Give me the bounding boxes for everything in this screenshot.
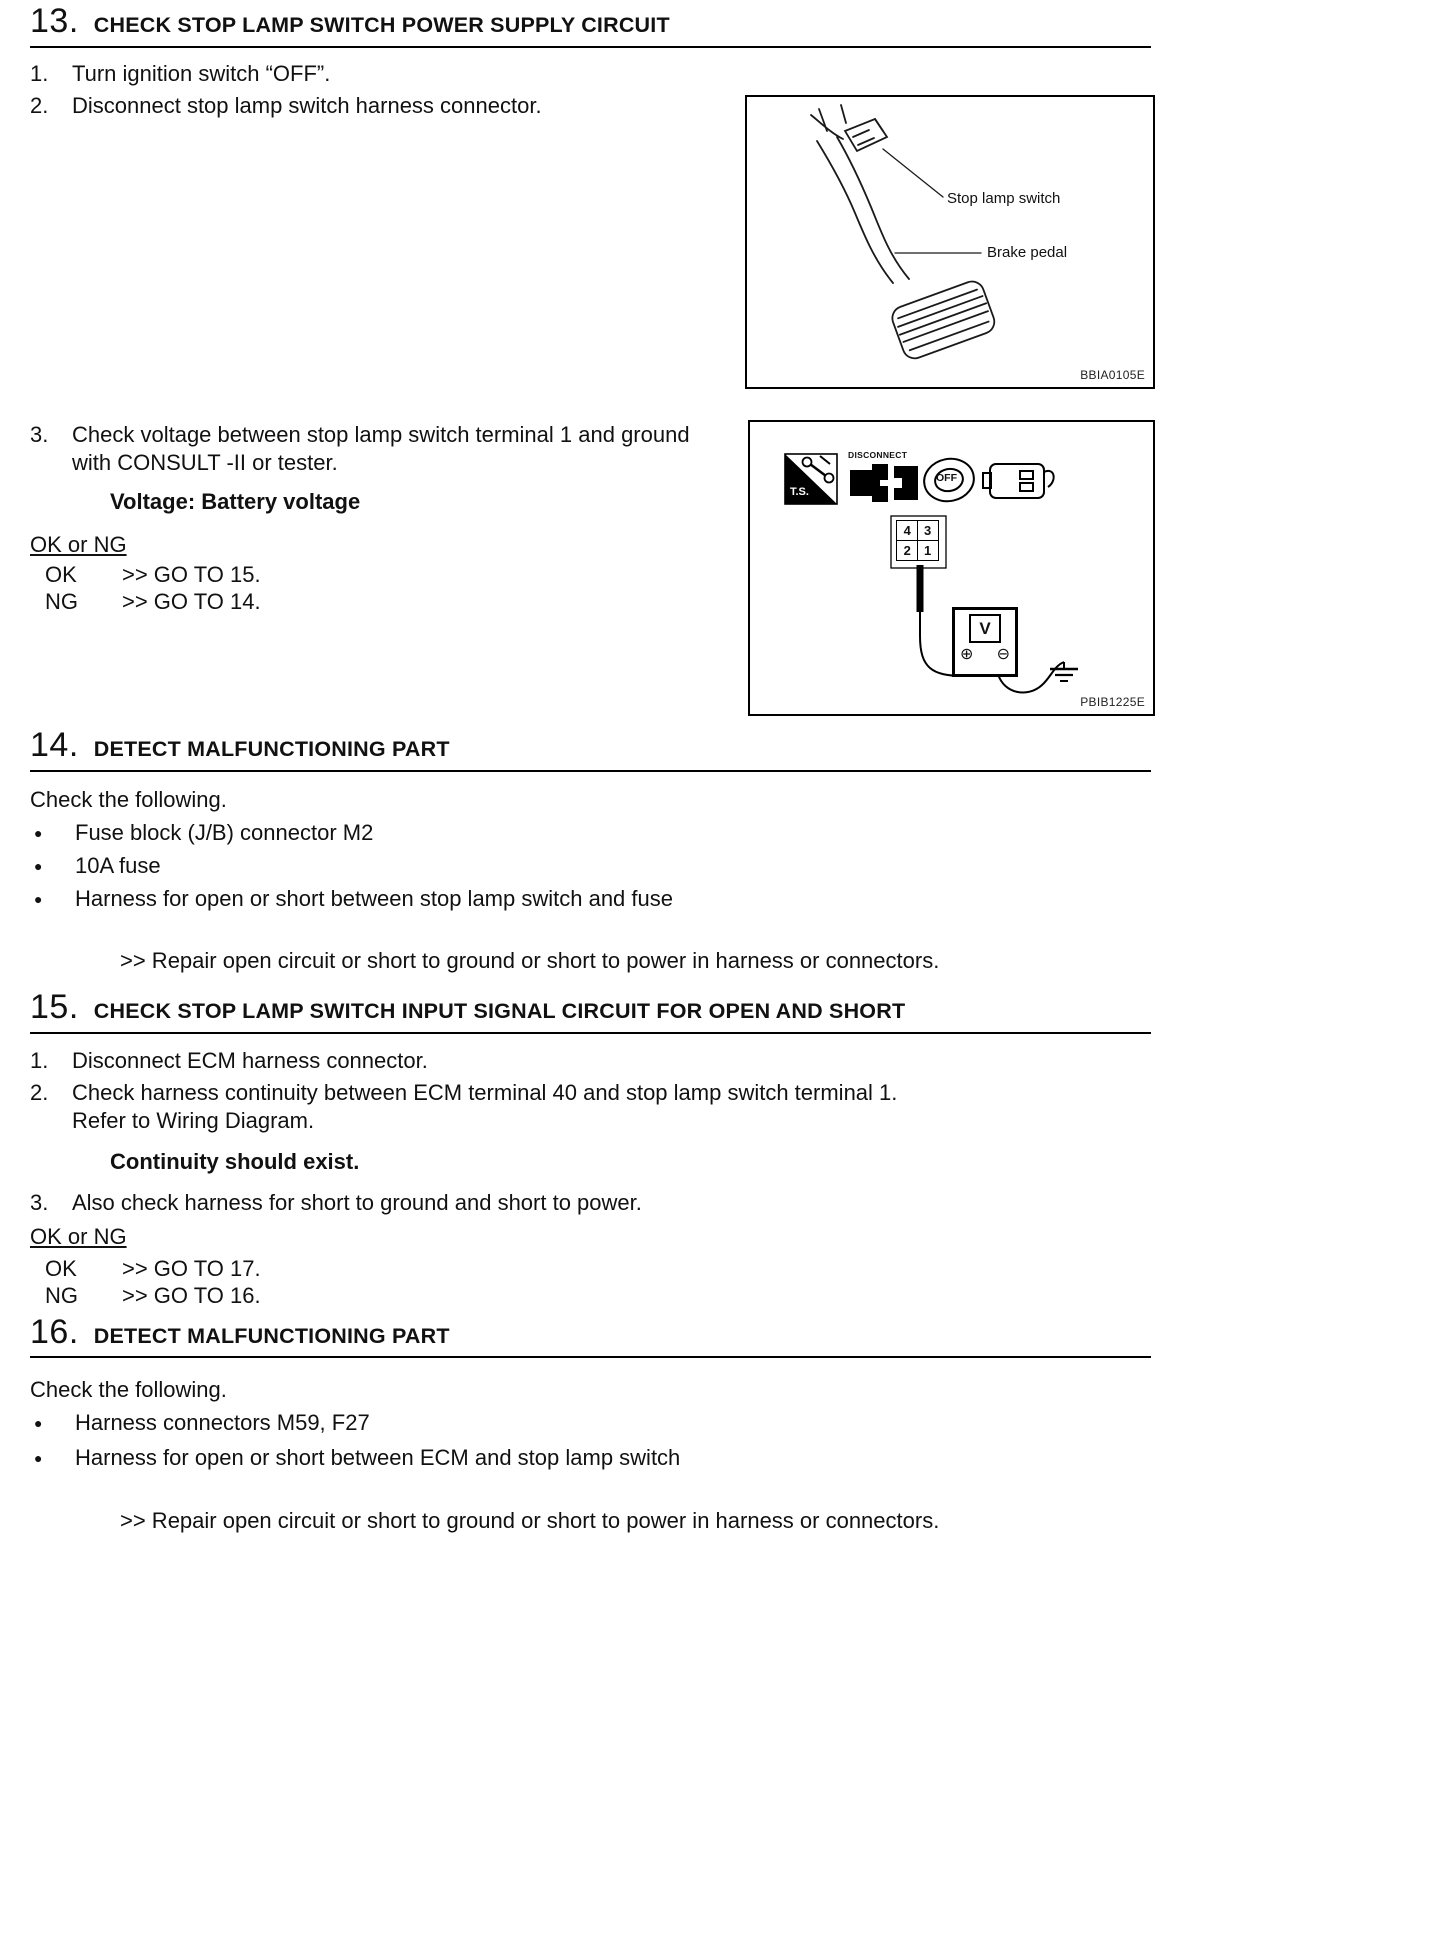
ok-label: OK [45, 562, 77, 587]
section-13-title: CHECK STOP LAMP SWITCH POWER SUPPLY CIRCUIT [93, 13, 670, 37]
check-following-text: Check the following. [30, 1377, 227, 1402]
ok-result-row [45, 562, 261, 588]
ok-or-ng-heading: OK or NG [30, 1224, 127, 1249]
step-text: Disconnect ECM harness connector. [72, 1048, 428, 1073]
ok-action: >> GO TO 15. [122, 562, 261, 587]
step-text-line: with CONSULT -II or tester. [72, 450, 338, 475]
step-number: 1. [30, 61, 49, 86]
step-13-3 [30, 421, 690, 477]
step-13-2 [30, 92, 542, 120]
ng-label: NG [45, 589, 78, 614]
voltmeter-terminals [955, 643, 1015, 664]
check-following-text: Check the following. [30, 787, 227, 812]
section-16-title: DETECT MALFUNCTIONING PART [93, 1324, 450, 1348]
figure-code: PBIB1225E [1080, 695, 1145, 709]
label-stop-lamp-switch: Stop lamp switch [947, 190, 1061, 207]
repair-action-text: >> Repair open circuit or short to ground or short to power in harness or connectors. [120, 948, 940, 973]
label-brake-pedal: Brake pedal [987, 244, 1068, 261]
ng-action: >> GO TO 16. [122, 1283, 261, 1308]
section-13-header [30, 2, 670, 41]
pin-1: 1 [917, 540, 939, 561]
step-number: 3. [30, 422, 49, 447]
step-13-1 [30, 60, 330, 88]
ok-result-row [45, 1256, 261, 1282]
bullet-item: ● 10A fuse [34, 853, 161, 879]
bullet-item: ● Harness for open or short between ECM and stop lamp switch [34, 1445, 680, 1471]
step-15-3 [30, 1189, 642, 1217]
figure-code: BBIA0105E [1080, 368, 1145, 382]
step-number: 2. [30, 1080, 49, 1105]
step-text-line: Refer to Wiring Diagram. [72, 1108, 315, 1133]
step-number: 2. [30, 93, 49, 118]
ng-action: >> GO TO 14. [122, 589, 261, 614]
section-13-number: 13. [30, 2, 79, 40]
section-15-divider [30, 1032, 1151, 1034]
section-15-header [30, 988, 905, 1027]
section-14-header [30, 726, 450, 765]
minus-terminal: ⊖ [996, 646, 1010, 663]
continuity-spec: Continuity should exist. [110, 1149, 360, 1174]
step-15-1 [30, 1047, 428, 1075]
step-number: 1. [30, 1048, 49, 1073]
repair-action-text: >> Repair open circuit or short to ground or short to power in harness or connectors. [120, 1508, 940, 1533]
section-16-number: 16. [30, 1313, 79, 1351]
section-13-divider [30, 46, 1151, 48]
pin-2: 2 [896, 540, 918, 561]
ts-icon-label: T.S. [790, 486, 809, 498]
brake-pedal-drawing [747, 97, 1153, 387]
bullet-item: ● Harness connectors M59, F27 [34, 1410, 370, 1436]
ignition-off-icon-label: OFF [936, 472, 957, 484]
section-16-divider [30, 1356, 1151, 1358]
ok-label: OK [45, 1256, 77, 1281]
step-text [72, 1079, 897, 1135]
bullet-item: ● Fuse block (J/B) connector M2 [34, 820, 373, 846]
step-text: Also check harness for short to ground and short to power. [72, 1190, 642, 1215]
step-text: Disconnect stop lamp switch harness connector. [72, 93, 542, 118]
step-text-line: Check harness continuity between ECM terminal 40 and stop lamp switch terminal 1. [72, 1080, 898, 1105]
step-text [72, 421, 690, 477]
pin-4: 4 [896, 520, 918, 541]
step-15-2 [30, 1079, 897, 1135]
section-16-header [30, 1313, 450, 1352]
figure-voltage-test [748, 420, 1155, 716]
step-number: 3. [30, 1190, 49, 1215]
section-14-number: 14. [30, 726, 79, 764]
ng-result-row [45, 589, 261, 615]
section-14-divider [30, 770, 1151, 772]
voltmeter-v-label: V [969, 614, 1001, 643]
voltage-spec: Voltage: Battery voltage [110, 489, 361, 514]
ng-result-row [45, 1283, 261, 1309]
ng-label: NG [45, 1283, 78, 1308]
ok-or-ng-heading: OK or NG [30, 532, 127, 557]
plus-terminal: ⊕ [960, 646, 974, 663]
ok-action: >> GO TO 17. [122, 1256, 261, 1281]
section-15-title: CHECK STOP LAMP SWITCH INPUT SIGNAL CIRCUIT FOR OPEN AND SHORT [93, 999, 906, 1023]
connector-pin-table [897, 521, 938, 560]
section-14-title: DETECT MALFUNCTIONING PART [93, 737, 450, 761]
voltmeter [952, 607, 1018, 677]
step-text: Turn ignition switch “OFF”. [72, 61, 331, 86]
section-15-number: 15. [30, 988, 79, 1026]
figure-brake-pedal [745, 95, 1155, 389]
disconnect-icon-label: DISCONNECT [848, 450, 908, 460]
pin-3: 3 [917, 520, 939, 541]
step-text-line: Check voltage between stop lamp switch terminal 1 and ground [72, 422, 690, 447]
bullet-item: ● Harness for open or short between stop lamp switch and fuse [34, 886, 673, 912]
